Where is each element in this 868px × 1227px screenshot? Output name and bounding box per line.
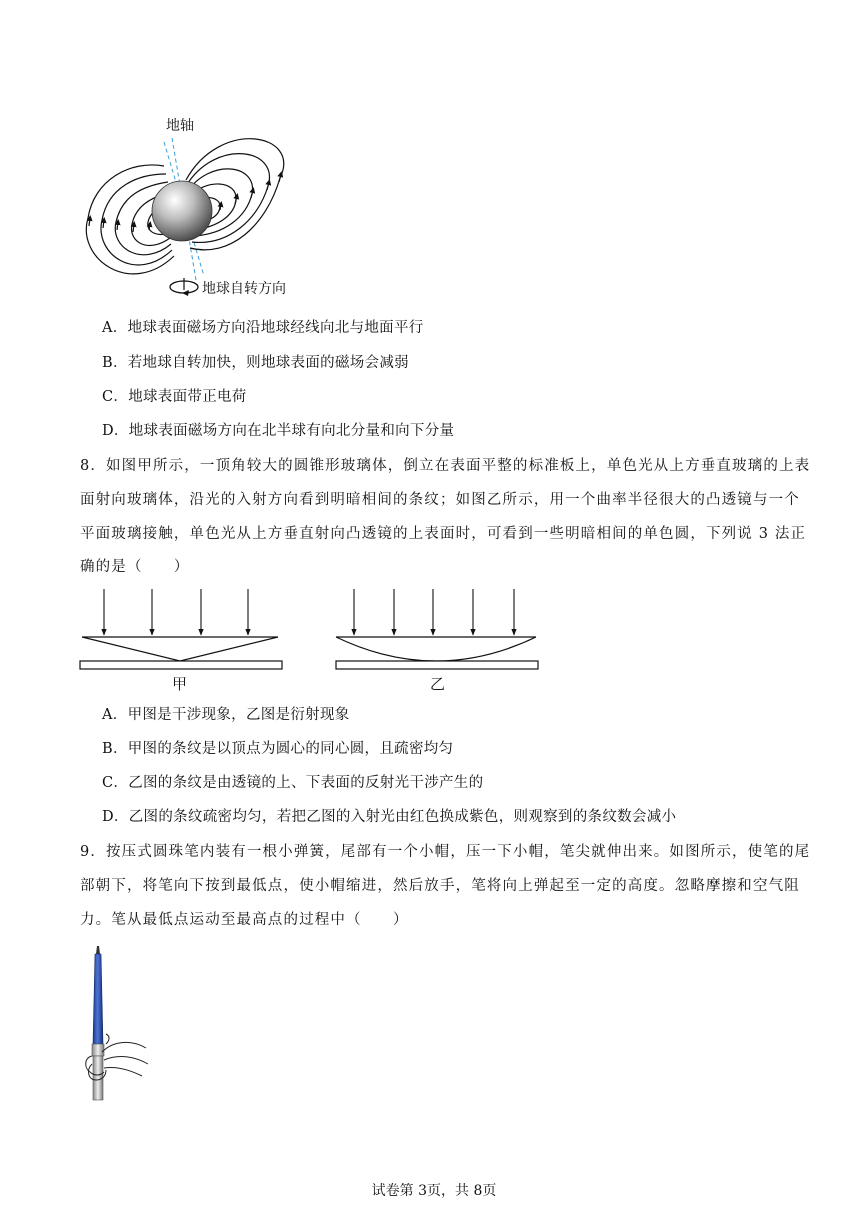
page-footer: 试卷第 3页，共 8页 bbox=[371, 1183, 497, 1199]
pen-grip-band bbox=[92, 1044, 104, 1056]
figure-yi-light-rays bbox=[354, 589, 514, 635]
earth-sphere bbox=[152, 181, 212, 241]
rotation-direction-icon bbox=[170, 278, 198, 296]
figure-jia-standard-plate bbox=[80, 661, 282, 669]
figure-jia-light-rays bbox=[104, 589, 248, 635]
figure-jia-cone-glass bbox=[82, 637, 278, 661]
axis-label: 地轴 bbox=[166, 118, 194, 134]
q7-option-a: A．地球表面磁场方向沿地球经线向北与地面平行 bbox=[102, 320, 424, 336]
q9-stem-line-3: 力。笔从最低点运动至最高点的过程中（ ） bbox=[80, 912, 409, 928]
pen-cap-end bbox=[93, 1056, 103, 1100]
q7-option-c: C．地球表面带正电荷 bbox=[102, 389, 247, 405]
q8-stem-line-2: 面射向玻璃体，沿光的入射方向看到明暗相间的条纹；如图乙所示，用一个曲率半径很大的凸透镜与一个 bbox=[80, 492, 800, 508]
pen-body bbox=[93, 954, 103, 1044]
q8-option-b: B．甲图的条纹是以顶点为圆心的同心圆，且疏密均匀 bbox=[102, 741, 454, 757]
q8-option-d: D．乙图的条纹疏密均匀，若把乙图的入射光由红色换成紫色，则观察到的条纹数会减小 bbox=[102, 809, 677, 825]
q8-option-a: A．甲图是干涉现象，乙图是衍射现象 bbox=[102, 707, 350, 723]
q8-option-c: C．乙图的条纹是由透镜的上、下表面的反射光干涉产生的 bbox=[102, 775, 484, 791]
figure-jia-label: 甲 bbox=[172, 675, 188, 693]
earth-magnetic-field-figure bbox=[80, 108, 320, 304]
q8-stem-line-4: 确的是（ ） bbox=[80, 559, 190, 575]
q9-stem-line-1: 9．按压式圆珠笔内装有一根小弹簧，尾部有一个小帽，压一下小帽，笔尖就伸出来。如图所示，使笔的尾 bbox=[80, 844, 811, 860]
interference-figure bbox=[78, 585, 544, 695]
figure-yi-convex-lens bbox=[336, 637, 536, 661]
q8-stem-line-3: 平面玻璃接触，单色光从上方垂直射向凸透镜的上表面时，可看到一些明暗相间的单色圆，下列说 3 法正 bbox=[80, 526, 807, 542]
q7-option-d: D．地球表面磁场方向在北半球有向北分量和向下分量 bbox=[102, 423, 455, 439]
q8-stem-line-1: 8．如图甲所示，一顶角较大的圆锥形玻璃体，倒立在表面平整的标准板上，单色光从上方垂直玻璃的上表 bbox=[80, 458, 811, 474]
figure-yi-glass-plate bbox=[336, 661, 538, 669]
pen-tip bbox=[96, 946, 100, 954]
figure-yi-label: 乙 bbox=[430, 675, 446, 693]
q9-stem-line-2: 部朝下，将笔向下按到最低点，使小帽缩进，然后放手，笔将向上弹起至一定的高度。忽略摩擦和空气阻 bbox=[80, 878, 800, 894]
pen-in-hand-figure bbox=[80, 944, 160, 1106]
q7-option-b: B．若地球自转加快，则地球表面的磁场会减弱 bbox=[102, 355, 409, 371]
rotation-label: 地球自转方向 bbox=[202, 281, 286, 297]
